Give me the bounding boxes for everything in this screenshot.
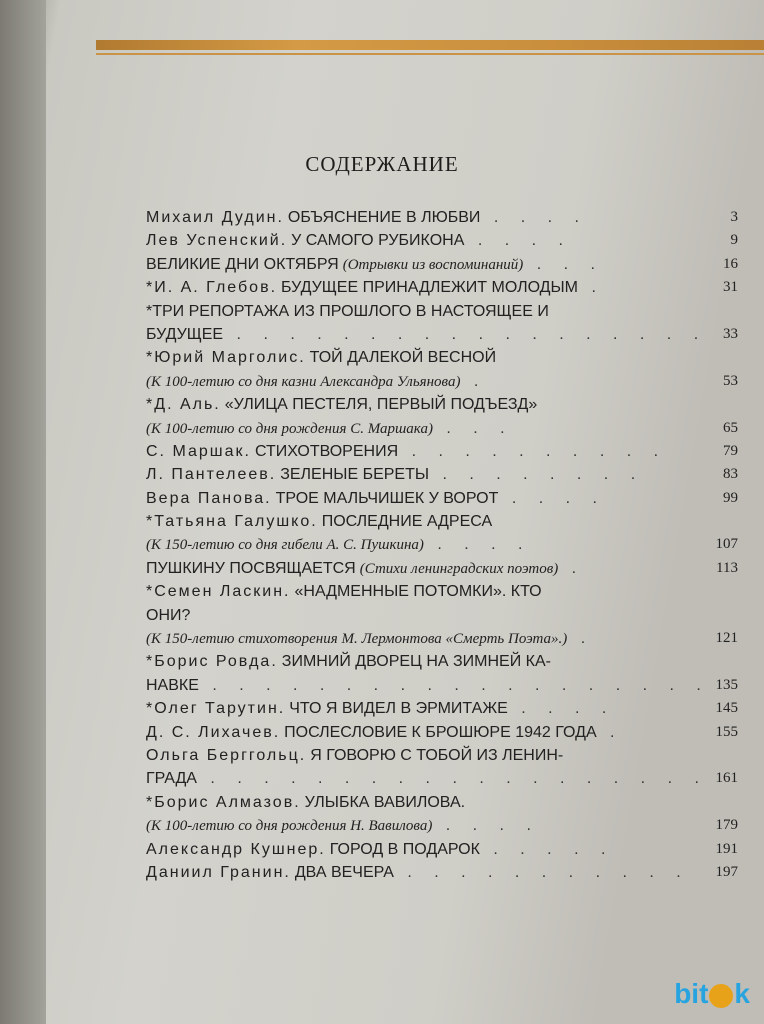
toc-leader-dots: . . . . . . . . . . [398,442,668,460]
toc-title: ПОСЛЕДНИЕ АДРЕСА [321,513,493,531]
toc-entry [146,861,740,884]
toc-entry [146,276,740,299]
toc-leader-dots: . . . . . . . . . . . . . . . . . . [223,325,708,343]
toc-title: ПУШКИНУ ПОСВЯЩАЕТСЯ [146,559,356,577]
toc-author: Михаил Дудин. [146,209,284,226]
toc-title: ДВА ВЕЧЕРА [294,863,394,881]
toc-author: *Д. Аль. [146,396,221,414]
toc-author: *Борис Ровда. [146,653,278,671]
toc-title: У САМОГО РУБИКОНА [291,232,465,250]
toc-leader-dots: . . . [523,255,604,273]
toc-title: ОБЪЯСНЕНИЕ В ЛЮБВИ [287,209,481,226]
toc-author: *Семен Ласкин. [146,583,291,601]
toc-entry [146,417,740,440]
toc-title: ТРОЕ МАЛЬЧИШЕК У ВОРОТ [275,489,499,507]
toc-leader-dots: . . . . . . . . . . . [393,863,690,881]
toc-title: БУДУЩЕЕ [146,325,224,343]
toc-title: ГОРОД В ПОДАРОК [329,840,480,858]
table-of-contents [146,206,740,884]
toc-note: (К 150-летию стихотворения М. Лермонтова «Смерть Поэта».) [146,631,568,648]
toc-entry [146,721,740,744]
toc-entry [146,487,740,510]
toc-title: ЗИМНИЙ ДВОРЕЦ НА ЗИМНЕЙ КА- [281,653,551,671]
toc-page-number: 31 [723,279,738,296]
toc-page-number: 113 [716,559,738,576]
toc-entry [146,463,740,486]
toc-author: Д. С. Лихачев. [146,723,281,741]
toc-note: (К 100-летию со дня рождения С. Маршака) [146,420,433,437]
decorative-rule [96,40,764,50]
toc-page-number: 155 [715,723,738,740]
decorative-rule-thin [96,53,764,55]
toc-leader-dots: . [460,372,488,390]
toc-page-number: 107 [715,536,738,553]
toc-title: ПОСЛЕСЛОВИЕ К БРОШЮРЕ 1942 ГОДА [284,723,597,741]
toc-leader-dots: . . . . [498,489,606,507]
toc-page-number: 99 [723,489,738,506]
toc-page-number: 16 [723,255,738,272]
toc-entry [146,370,740,393]
toc-title: ОНИ? [146,606,191,624]
toc-page-number: 145 [715,700,738,717]
toc-entry [146,838,740,861]
toc-entry [146,580,740,603]
toc-note: (К 100-летию со дня рождения Н. Вавилова) [146,818,433,835]
toc-title: *ТРИ РЕПОРТАЖА ИЗ ПРОШЛОГО В НАСТОЯЩЕЕ И [146,302,549,320]
toc-entry [146,650,740,673]
toc-leader-dots: . [578,279,605,297]
toc-leader-dots: . . . . [507,700,616,718]
toc-leader-dots: . . . . [432,817,540,835]
toc-entry [146,229,740,252]
toc-page-number: 191 [715,840,738,857]
toc-entry [146,206,740,229]
toc-entry [146,533,740,556]
toc-page-number: 65 [723,419,738,436]
toc-entry [146,323,740,346]
toc-entry [146,253,740,276]
toc-entry [146,744,740,767]
toc-title: ВЕЛИКИЕ ДНИ ОКТЯБРЯ [146,255,339,273]
toc-title: НАВКЕ [146,676,199,694]
toc-author: Лев Успенский. [146,232,288,250]
toc-note: (Стихи ленинградских поэтов) [359,560,559,577]
page-title: СОДЕРЖАНИЕ [305,152,459,176]
toc-author: Даниил Гранин. [146,863,291,881]
toc-title: БУДУЩЕЕ ПРИНАДЛЕЖИТ МОЛОДЫМ [281,279,579,297]
toc-title: СТИХОТВОРЕНИЯ [254,442,399,460]
toc-entry [146,814,740,837]
toc-leader-dots: . . . . . . . . . . . . . . . . . . . [196,770,708,788]
toc-entry [146,346,740,369]
toc-entry [146,767,740,790]
toc-entry [146,300,740,323]
toc-page-number: 161 [715,770,738,787]
toc-entry [146,510,740,533]
toc-entry [146,393,740,416]
toc-title: Я ГОВОРЮ С ТОБОЙ ИЗ ЛЕНИН- [310,746,564,764]
toc-author: *Олег Тарутин. [146,700,286,718]
toc-entry [146,557,740,580]
toc-author: *Юрий Марголис. [146,349,306,367]
toc-title: УЛЫБКА ВАВИЛОВА. [304,793,466,811]
toc-note: (К 100-летию со дня казни Александра Ульянова) [146,373,461,390]
toc-author: Ольга Берггольц. [146,746,307,764]
toc-page-number: 53 [723,372,738,389]
watermark-coin-icon [709,984,733,1008]
toc-note: (К 150-летию со дня гибели А. С. Пушкина) [146,537,424,554]
toc-leader-dots: . . . . [480,209,588,226]
toc-author: Александр Кушнер. [146,840,326,858]
toc-entry [146,674,740,697]
toc-leader-dots: . [567,630,595,648]
toc-leader-dots: . . . . . . . . [429,466,645,484]
toc-author: *Борис Алмазов. [146,793,301,811]
toc-author: *Татьяна Галушко. [146,513,318,531]
watermark-logo: bit k [674,978,750,1009]
toc-page-number: 3 [730,209,738,225]
toc-leader-dots: . . . . [423,536,532,554]
toc-entry [146,440,740,463]
toc-author: Вера Панова. [146,489,272,507]
toc-entry [146,791,740,814]
toc-title: ТОЙ ДАЛЕКОЙ ВЕСНОЙ [309,349,497,367]
toc-leader-dots: . . . . . . . . . . . . . . . . . . . [198,676,710,694]
toc-leader-dots: . [558,559,586,577]
toc-title: «НАДМЕННЫЕ ПОТОМКИ». КТО [294,583,542,601]
toc-page-number: 9 [730,232,738,249]
toc-entry [146,697,740,720]
toc-leader-dots: . . . [432,419,514,437]
toc-page-number: 79 [723,442,738,459]
toc-page-number: 179 [715,817,738,834]
toc-author: С. Маршак. [146,442,251,460]
toc-page-number: 33 [723,325,738,342]
toc-page-number: 197 [715,863,738,880]
toc-page-number: 83 [723,466,738,483]
toc-title: ЗЕЛЕНЫЕ БЕРЕТЫ [280,466,430,484]
toc-title: ЧТО Я ВИДЕЛ В ЭРМИТАЖЕ [289,700,508,718]
toc-author: Л. Пантелеев. [146,466,277,484]
toc-author: *И. А. Глебов. [146,279,278,297]
toc-leader-dots: . . . . . [479,840,615,858]
toc-page-number: 135 [715,676,738,693]
toc-entry [146,604,740,627]
toc-entry [146,627,740,650]
toc-page-number: 121 [715,630,738,647]
toc-leader-dots: . [596,723,624,741]
toc-title: «УЛИЦА ПЕСТЕЛЯ, ПЕРВЫЙ ПОДЪЕЗД» [224,396,538,414]
toc-title: ГРАДА [146,770,197,788]
toc-note: (Отрывки из воспоминаний) [342,256,524,273]
toc-leader-dots: . . . . [464,232,572,250]
